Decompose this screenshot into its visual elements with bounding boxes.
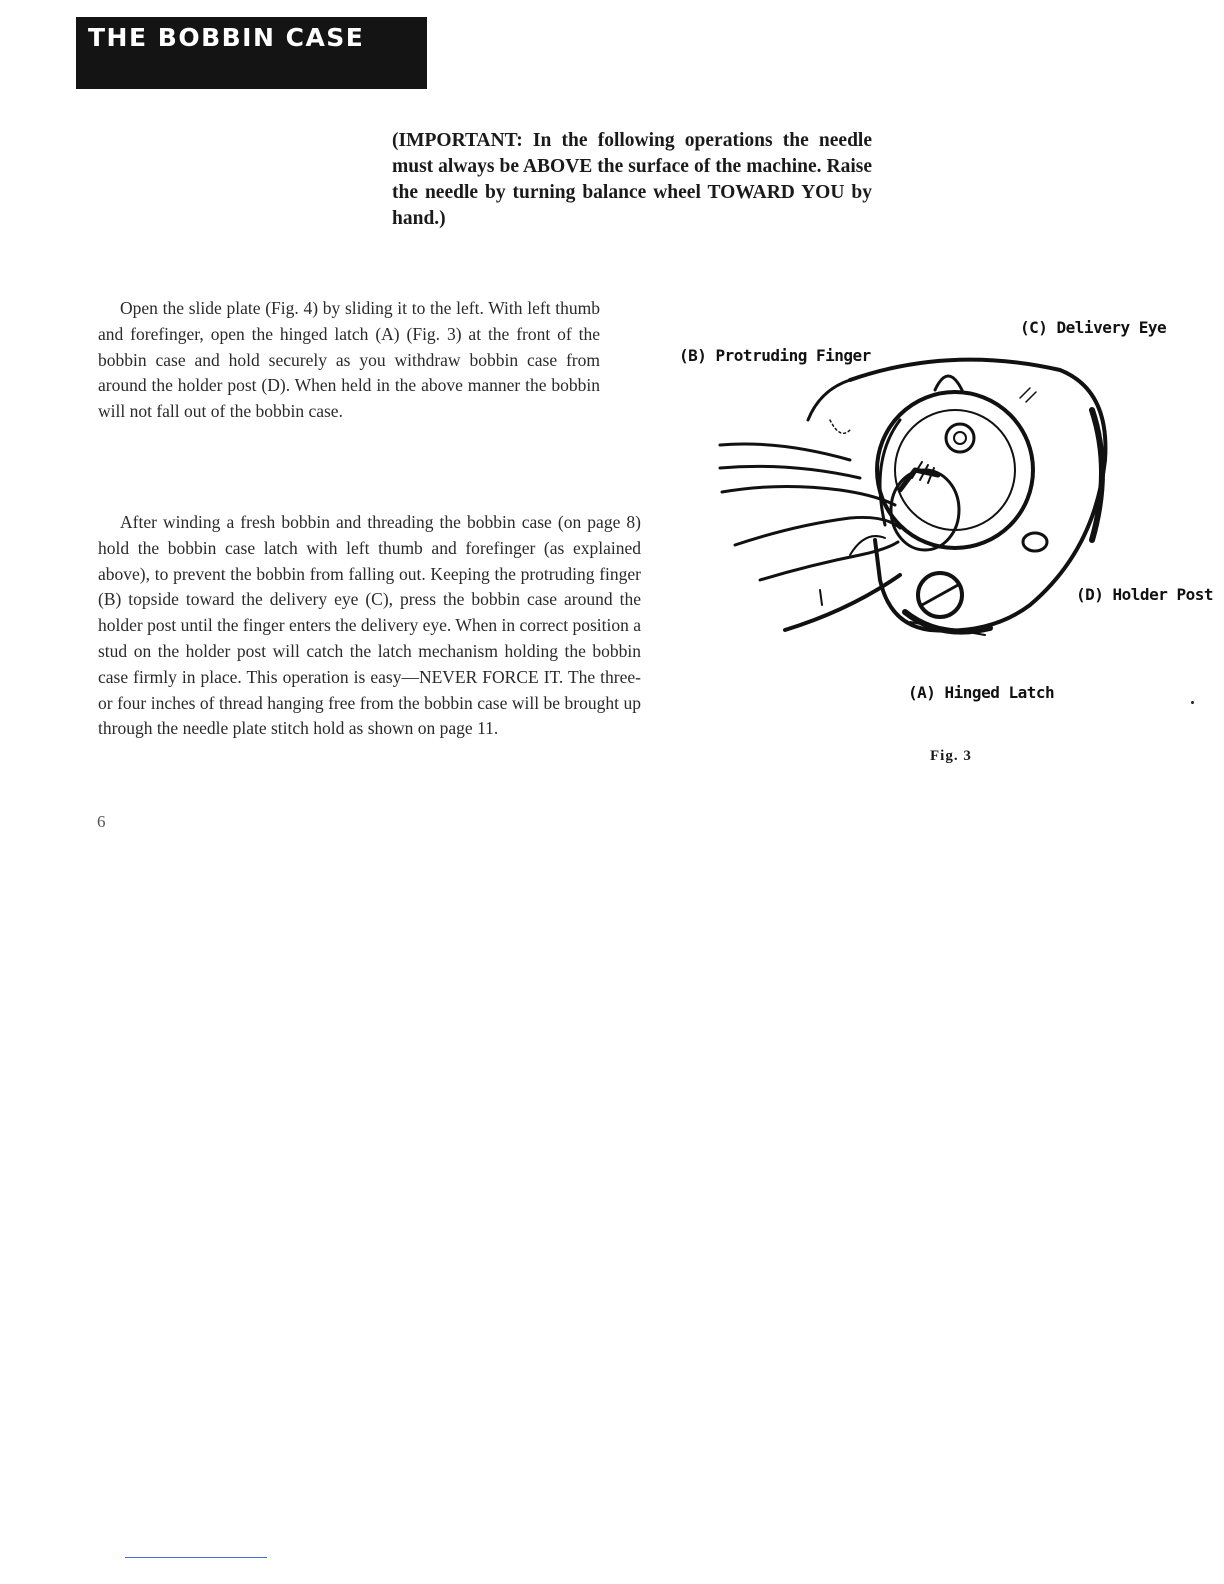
body-paragraph: Open the slide plate (Fig. 4) by sliding it to the left. With left thumb and forefinger, open the hinged latch (A) (Fig. 3) at the front of the bobbin case and hold securely as you withdraw bobbin case from around the holder post (D). When held in the above manner the bobbin will not fall out of the bobbin case. <box>98 298 600 422</box>
callout-delivery-eye: (C) Delivery Eye <box>1020 318 1167 337</box>
page-number: 6 <box>97 812 106 831</box>
callout-holder-post: (D) Holder Post <box>1076 585 1213 604</box>
bobbin-case-illustration <box>700 350 1120 650</box>
body-paragraph: After winding a fresh bobbin and threading the bobbin case (on page 8) hold the bobbin case latch with left thumb and forefinger (as explained above), to prevent the bobbin from falling out. Keeping the protruding finger (B) topside toward the delivery eye (C), press the bobbin case around the holder post until the finger enters the delivery eye. When in correct position a stud on the holder post will catch the latch mechanism holding the bobbin case firmly in place. This operation is easy—NEVER FORCE IT. The three-or four inches of thread hanging free from the bobbin case will be brought up through the needle plate stitch hold as shown on page 11. <box>98 512 641 739</box>
important-note: (IMPORTANT: In the following operations the needle must always be ABOVE the surface of the machine. Raise the needle by turning balance wheel TOWARD YOU by hand.) <box>392 130 872 229</box>
footer-rule <box>125 1557 267 1558</box>
section-title: THE BOBBIN CASE <box>88 23 365 52</box>
section-header-banner <box>76 17 427 89</box>
callout-hinged-latch: (A) Hinged Latch <box>908 683 1055 702</box>
figure-caption: Fig. 3 <box>930 748 972 764</box>
callout-protruding-finger: (B) Protruding Finger <box>679 346 871 365</box>
scan-speck <box>1191 701 1194 704</box>
